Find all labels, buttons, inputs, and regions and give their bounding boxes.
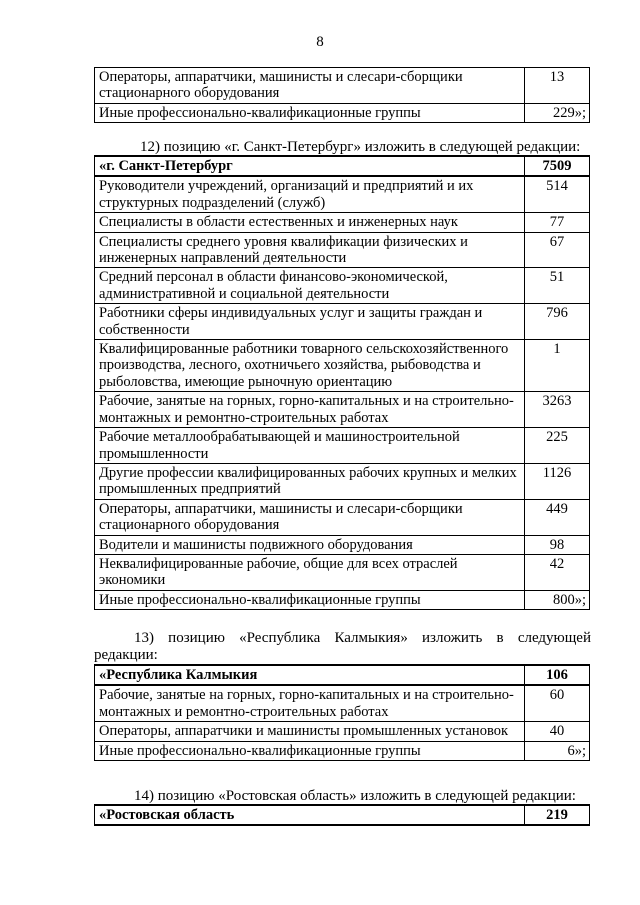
table-header-row [95, 665, 590, 685]
row-label: Иные профессионально-квалификационные группы [95, 103, 525, 122]
table-row [95, 304, 590, 340]
table-row [95, 176, 590, 212]
page-number: 8 [316, 34, 324, 50]
table-header-row [95, 156, 590, 176]
table-row [95, 722, 590, 741]
row-label: Иные профессионально-квалификационные группы [95, 741, 525, 760]
table-rostov [94, 804, 590, 826]
table-row [95, 685, 590, 721]
table-row [95, 741, 590, 760]
row-label: Специалисты в области естественных и инженерных наук [95, 213, 525, 232]
header-value: 106 [525, 665, 590, 685]
table-row [95, 554, 590, 590]
row-value: 98 [525, 535, 590, 554]
row-label: Другие профессии квалифицированных рабочих крупных и мелких промышленных предприятий [95, 463, 525, 499]
row-label: Квалифицированные работники товарного сельскохозяйственного производства, лесного, охотничьего хозяйства, рыбоводства и рыболовства, имеющие рыночную ориентацию [95, 340, 525, 392]
row-value: 1126 [525, 463, 590, 499]
table-kalmykia [94, 664, 590, 761]
row-label: Рабочие, занятые на горных, горно-капитальных и на строительно-монтажных и ремонтно-строительных работах [95, 685, 525, 721]
table-spb [94, 155, 590, 610]
row-value: 40 [525, 722, 590, 741]
row-value: 51 [525, 268, 590, 304]
row-value: 13 [525, 68, 590, 104]
table-continuation [94, 67, 590, 123]
row-label: Операторы, аппаратчики, машинисты и слесари-сборщики стационарного оборудования [95, 68, 525, 104]
row-label: Специалисты среднего уровня квалификации физических и инженерных направлений деятельности [95, 232, 525, 268]
table-row [95, 268, 590, 304]
row-value: 449 [525, 499, 590, 535]
paragraph-14: 14) позицию «Ростовская область» изложить в следующей редакции: [134, 788, 576, 804]
row-value: 225 [525, 428, 590, 464]
row-value: 6»; [525, 741, 590, 760]
row-value: 3263 [525, 392, 590, 428]
table-row [95, 103, 590, 122]
table-header-row [95, 805, 590, 825]
table-row [95, 68, 590, 104]
table-row [95, 213, 590, 232]
paragraph-13-line1: 13) позицию «Республика Калмыкия» изложить в следующей [134, 630, 591, 646]
paragraph-13-line2: редакции: [94, 647, 158, 663]
header-value: 219 [525, 805, 590, 825]
row-value: 67 [525, 232, 590, 268]
row-label: Водители и машинисты подвижного оборудования [95, 535, 525, 554]
row-label: Средний персонал в области финансово-экономической, административной и социальной деятельности [95, 268, 525, 304]
table-row [95, 232, 590, 268]
header-label: «Республика Калмыкия [95, 665, 525, 685]
table-row [95, 428, 590, 464]
row-label: Рабочие, занятые на горных, горно-капитальных и на строительно-монтажных и ремонтно-строительных работах [95, 392, 525, 428]
row-value: 1 [525, 340, 590, 392]
table-row [95, 499, 590, 535]
header-label: «г. Санкт-Петербург [95, 156, 525, 176]
row-label: Операторы, аппаратчики и машинисты промышленных установок [95, 722, 525, 741]
row-value: 229»; [525, 103, 590, 122]
row-value: 800»; [525, 590, 590, 609]
table-row [95, 340, 590, 392]
row-value: 77 [525, 213, 590, 232]
row-label: Операторы, аппаратчики, машинисты и слесари-сборщики стационарного оборудования [95, 499, 525, 535]
row-label: Руководители учреждений, организаций и предприятий и их структурных подразделений (служб) [95, 176, 525, 212]
row-value: 796 [525, 304, 590, 340]
table-row [95, 463, 590, 499]
row-value: 514 [525, 176, 590, 212]
row-value: 60 [525, 685, 590, 721]
row-label: Рабочие металлообрабатывающей и машиностроительной промышленности [95, 428, 525, 464]
table-row [95, 392, 590, 428]
header-label: «Ростовская область [95, 805, 525, 825]
table-row [95, 535, 590, 554]
header-value: 7509 [525, 156, 590, 176]
row-label: Иные профессионально-квалификационные группы [95, 590, 525, 609]
table-row [95, 590, 590, 609]
paragraph-12: 12) позицию «г. Санкт-Петербург» изложить в следующей редакции: [140, 139, 581, 155]
row-label: Неквалифицированные рабочие, общие для всех отраслей экономики [95, 554, 525, 590]
row-label: Работники сферы индивидуальных услуг и защиты граждан и собственности [95, 304, 525, 340]
row-value: 42 [525, 554, 590, 590]
